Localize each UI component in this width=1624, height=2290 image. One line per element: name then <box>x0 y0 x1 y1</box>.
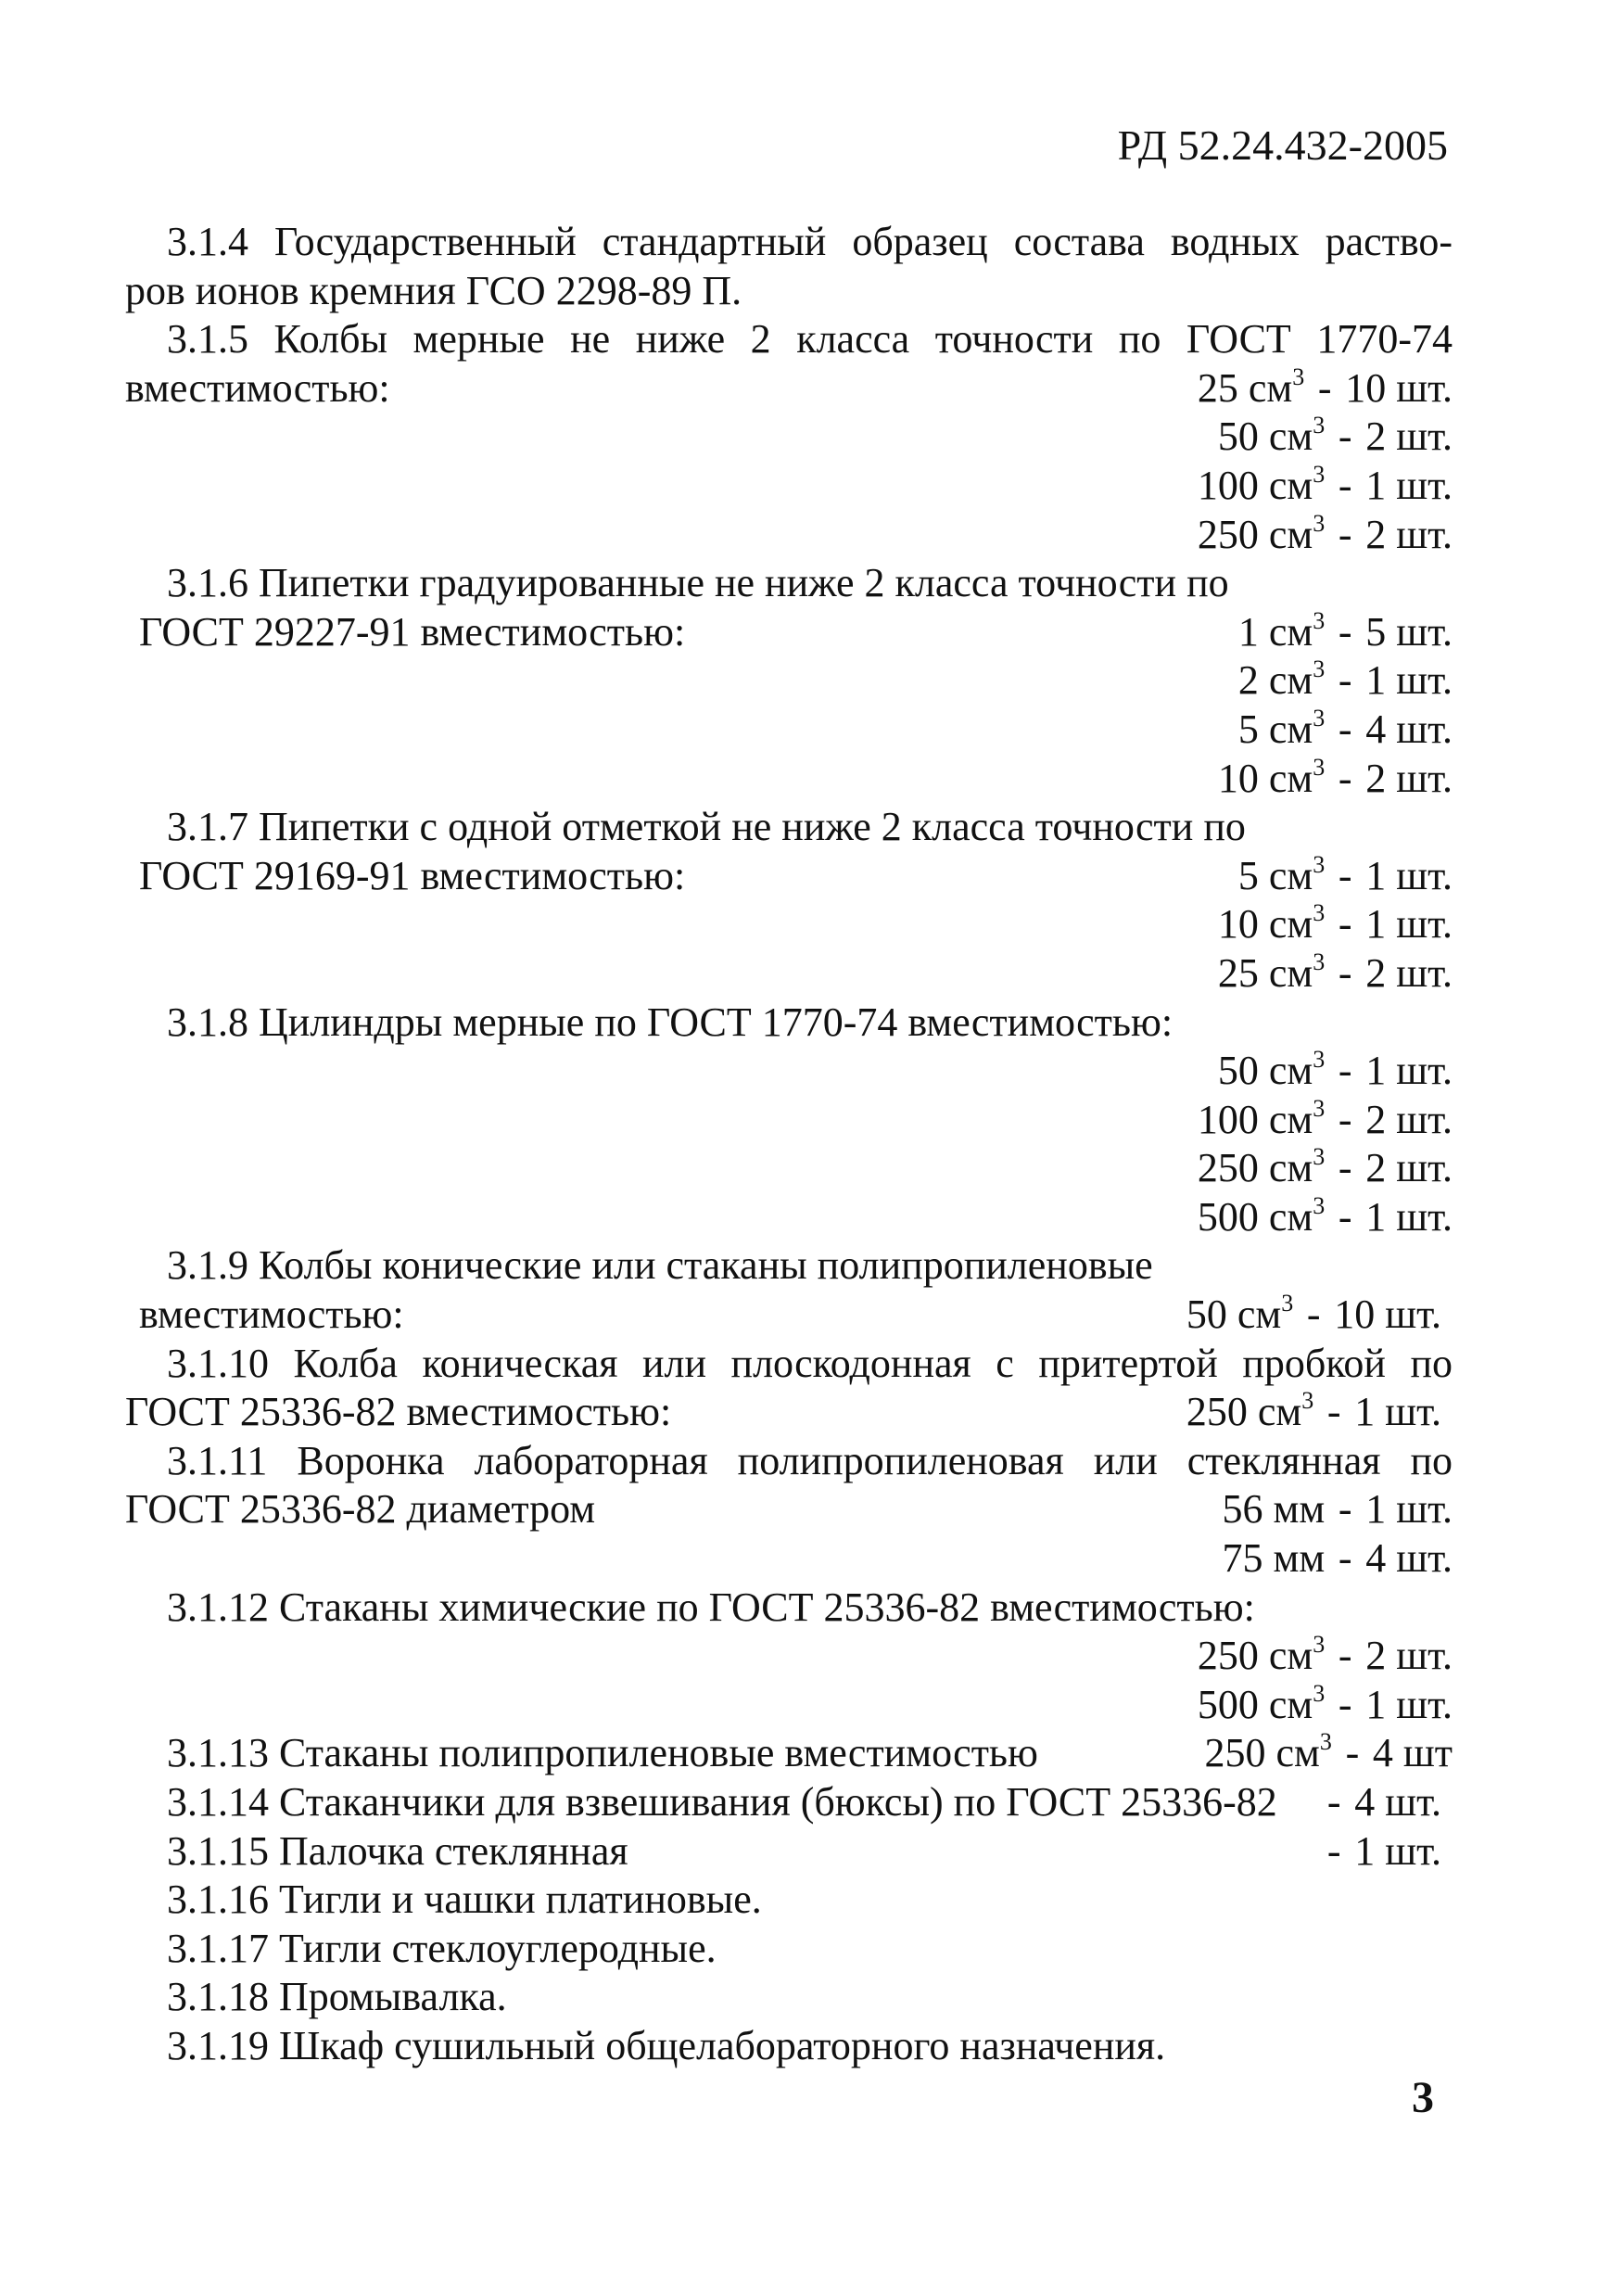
dash: - <box>1338 949 1352 996</box>
clause-3-1-16: 3.1.16 Тигли и чашки платиновые. <box>167 1877 762 1923</box>
clause-3-1-17: 3.1.17 Тигли стеклоуглеродные. <box>167 1925 717 1971</box>
exponent: 3 <box>1313 1094 1326 1122</box>
exponent: 3 <box>1313 899 1326 927</box>
dash: - <box>1338 1145 1352 1191</box>
count: 2 шт. <box>1365 949 1453 996</box>
count: 2 шт. <box>1365 1096 1453 1142</box>
quantity-row <box>125 949 1453 999</box>
clause-3-1-10-line1: 3.1.10 Колба коническая или плоскодонная с притертой пробкой по <box>167 1340 1453 1386</box>
clause-3-1-15-label: 3.1.15 Палочка стеклянная <box>167 1827 628 1874</box>
dash: - <box>1338 1633 1352 1679</box>
clause-3-1-11-label: ГОСТ 25336-82 диаметром <box>125 1486 596 1533</box>
dash: - <box>1326 1827 1341 1874</box>
exponent: 3 <box>1313 1191 1326 1219</box>
quantity-row <box>125 1047 1453 1096</box>
exponent: 3 <box>1313 412 1326 439</box>
quantity-row <box>125 1827 1453 1877</box>
dash: - <box>1338 901 1352 948</box>
dash: - <box>1338 1535 1352 1582</box>
count: 4 шт. <box>1354 1779 1441 1825</box>
quantity-row <box>125 1778 1453 1827</box>
dash: - <box>1317 364 1332 411</box>
clause-3-1-7-label: ГОСТ 29169-91 вместимостью: <box>139 852 686 898</box>
clause-3-1-5-line1: 3.1.5 Колбы мерные не ниже 2 класса точности по ГОСТ 1770-74 <box>167 316 1453 363</box>
exponent: 3 <box>1313 655 1326 683</box>
quantity-row <box>125 755 1453 804</box>
volume: 25 см <box>1217 949 1313 996</box>
dash: - <box>1338 413 1352 460</box>
clause-3-1-14-label: 3.1.14 Стаканчики для взвешивания (бюксы) по ГОСТ 25336-82 <box>167 1779 1277 1825</box>
clause-3-1-10-label: ГОСТ 25336-82 вместимостью: <box>125 1389 672 1435</box>
exponent: 3 <box>1313 1631 1326 1659</box>
quantity-row <box>125 706 1453 755</box>
exponent: 3 <box>1313 606 1326 634</box>
clause-3-1-6-line1: 3.1.6 Пипетки градуированные не ниже 2 класса точности по <box>167 560 1229 606</box>
clause-3-1-9-line1: 3.1.9 Колбы конические или стаканы полипропиленовые <box>167 1242 1153 1289</box>
dash: - <box>1338 852 1352 898</box>
clause-3-1-4-line2: ров ионов кремния ГСО 2298-89 П. <box>125 267 742 313</box>
volume: 250 см <box>1197 1145 1313 1191</box>
dash: - <box>1338 608 1352 655</box>
dash: - <box>1338 755 1352 801</box>
dash: - <box>1338 462 1352 508</box>
quantity-row <box>125 1534 1453 1584</box>
count: 2 шт. <box>1365 755 1453 801</box>
volume: 250 см <box>1204 1730 1320 1776</box>
exponent: 3 <box>1313 948 1326 975</box>
count: 1 шт. <box>1354 1389 1441 1435</box>
volume: 50 см <box>1217 413 1313 460</box>
page-number: 3 <box>1412 2073 1434 2122</box>
clause-3-1-13-label: 3.1.13 Стаканы полипропиленовые вместимостью <box>167 1730 1038 1776</box>
dash: - <box>1326 1389 1341 1435</box>
quantity-row <box>125 462 1453 511</box>
quantity-row <box>125 1485 1453 1534</box>
volume: 5 см <box>1237 852 1313 898</box>
exponent: 3 <box>1281 1290 1294 1317</box>
quantity-row <box>125 608 1453 657</box>
volume: 250 см <box>1197 511 1313 557</box>
clause-3-1-9-label: вместимостью: <box>139 1291 404 1338</box>
count: 1 шт. <box>1365 1193 1453 1240</box>
count: 1 шт. <box>1365 657 1453 704</box>
quantity-row <box>125 1681 1453 1730</box>
count: 10 шт. <box>1345 364 1453 411</box>
clause-3-1-6-label: ГОСТ 29227-91 вместимостью: <box>139 608 686 655</box>
count: 1 шт. <box>1365 901 1453 948</box>
exponent: 3 <box>1313 1046 1326 1074</box>
dash: - <box>1338 1486 1352 1533</box>
count: 2 шт. <box>1365 1145 1453 1191</box>
dash: - <box>1338 657 1352 704</box>
quantity-row <box>125 852 1453 901</box>
count: 2 шт. <box>1365 511 1453 557</box>
volume: 10 см <box>1217 755 1313 801</box>
count: 4 шт. <box>1365 1535 1453 1582</box>
volume: 5 см <box>1237 706 1313 752</box>
volume: 1 см <box>1237 608 1313 655</box>
volume: 25 см <box>1197 364 1293 411</box>
clause-3-1-11-line1: 3.1.11 Воронка лабораторная полипропиленовая или стеклянная по <box>167 1437 1453 1483</box>
clause-3-1-19: 3.1.19 Шкаф сушильный общелабораторного назначения. <box>167 2022 1166 2068</box>
count: 5 шт. <box>1365 608 1453 655</box>
exponent: 3 <box>1313 1679 1326 1707</box>
quantity-row <box>125 364 1453 413</box>
quantity-row <box>125 511 1453 560</box>
clause-3-1-4-line1: 3.1.4 Государственный стандартный образец состава водных раство- <box>167 219 1453 264</box>
quantity-row <box>125 1144 1453 1193</box>
diameter: 56 мм <box>1222 1486 1326 1533</box>
clause-3-1-7-line1: 3.1.7 Пипетки с одной отметкой не ниже 2 класса точности по <box>167 804 1246 850</box>
count: 2 шт. <box>1365 413 1453 460</box>
quantity-row <box>125 1193 1453 1242</box>
volume: 500 см <box>1197 1193 1313 1240</box>
clause-3-1-8-line1: 3.1.8 Цилиндры мерные по ГОСТ 1770-74 вместимостью: <box>167 999 1174 1045</box>
dash: - <box>1338 1681 1352 1727</box>
dash: - <box>1338 511 1352 557</box>
quantity-row <box>125 1729 1453 1778</box>
volume: 2 см <box>1237 657 1313 704</box>
quantity-row <box>125 413 1453 462</box>
exponent: 3 <box>1313 1143 1326 1171</box>
volume: 10 см <box>1217 901 1313 948</box>
exponent: 3 <box>1313 753 1326 781</box>
count: 1 шт. <box>1365 852 1453 898</box>
dash: - <box>1338 1193 1352 1240</box>
quantity-row <box>125 1291 1453 1340</box>
volume: 100 см <box>1197 1096 1313 1142</box>
volume: 250 см <box>1197 1633 1313 1679</box>
dash: - <box>1326 1779 1341 1825</box>
volume: 100 см <box>1197 462 1313 508</box>
count: 1 шт. <box>1365 1681 1453 1727</box>
count: 4 шт. <box>1365 706 1453 752</box>
count: 1 шт. <box>1354 1827 1441 1874</box>
quantity-row <box>125 1096 1453 1145</box>
dash: - <box>1338 1096 1352 1142</box>
exponent: 3 <box>1319 1728 1332 1756</box>
volume: 250 см <box>1186 1389 1302 1435</box>
volume: 500 см <box>1197 1681 1313 1727</box>
dash: - <box>1338 706 1352 752</box>
volume: 50 см <box>1186 1291 1282 1338</box>
quantity-row <box>125 656 1453 706</box>
count: 1 шт. <box>1365 1486 1453 1533</box>
count: 4 шт <box>1372 1730 1453 1776</box>
dash: - <box>1345 1730 1360 1776</box>
quantity-row <box>125 900 1453 949</box>
count: 1 шт. <box>1365 1048 1453 1094</box>
exponent: 3 <box>1313 460 1326 488</box>
count: 1 шт. <box>1365 462 1453 508</box>
quantity-row <box>125 1632 1453 1681</box>
exponent: 3 <box>1301 1387 1314 1415</box>
exponent: 3 <box>1292 363 1305 390</box>
count: 2 шт. <box>1365 1633 1453 1679</box>
diameter: 75 мм <box>1222 1535 1326 1582</box>
clause-3-1-18: 3.1.18 Промывалка. <box>167 1974 507 2020</box>
exponent: 3 <box>1313 509 1326 537</box>
dash: - <box>1338 1048 1352 1094</box>
dash: - <box>1306 1291 1321 1338</box>
clause-3-1-5-label: вместимостью: <box>125 364 390 411</box>
quantity-row <box>125 1388 1453 1437</box>
document-code: РД 52.24.432-2005 <box>1117 121 1448 169</box>
equipment-list <box>125 218 1453 2071</box>
exponent: 3 <box>1313 704 1326 732</box>
count: 10 шт. <box>1334 1291 1441 1338</box>
volume: 50 см <box>1217 1048 1313 1094</box>
clause-3-1-12-line1: 3.1.12 Стаканы химические по ГОСТ 25336-82 вместимостью: <box>167 1584 1255 1630</box>
exponent: 3 <box>1313 850 1326 878</box>
